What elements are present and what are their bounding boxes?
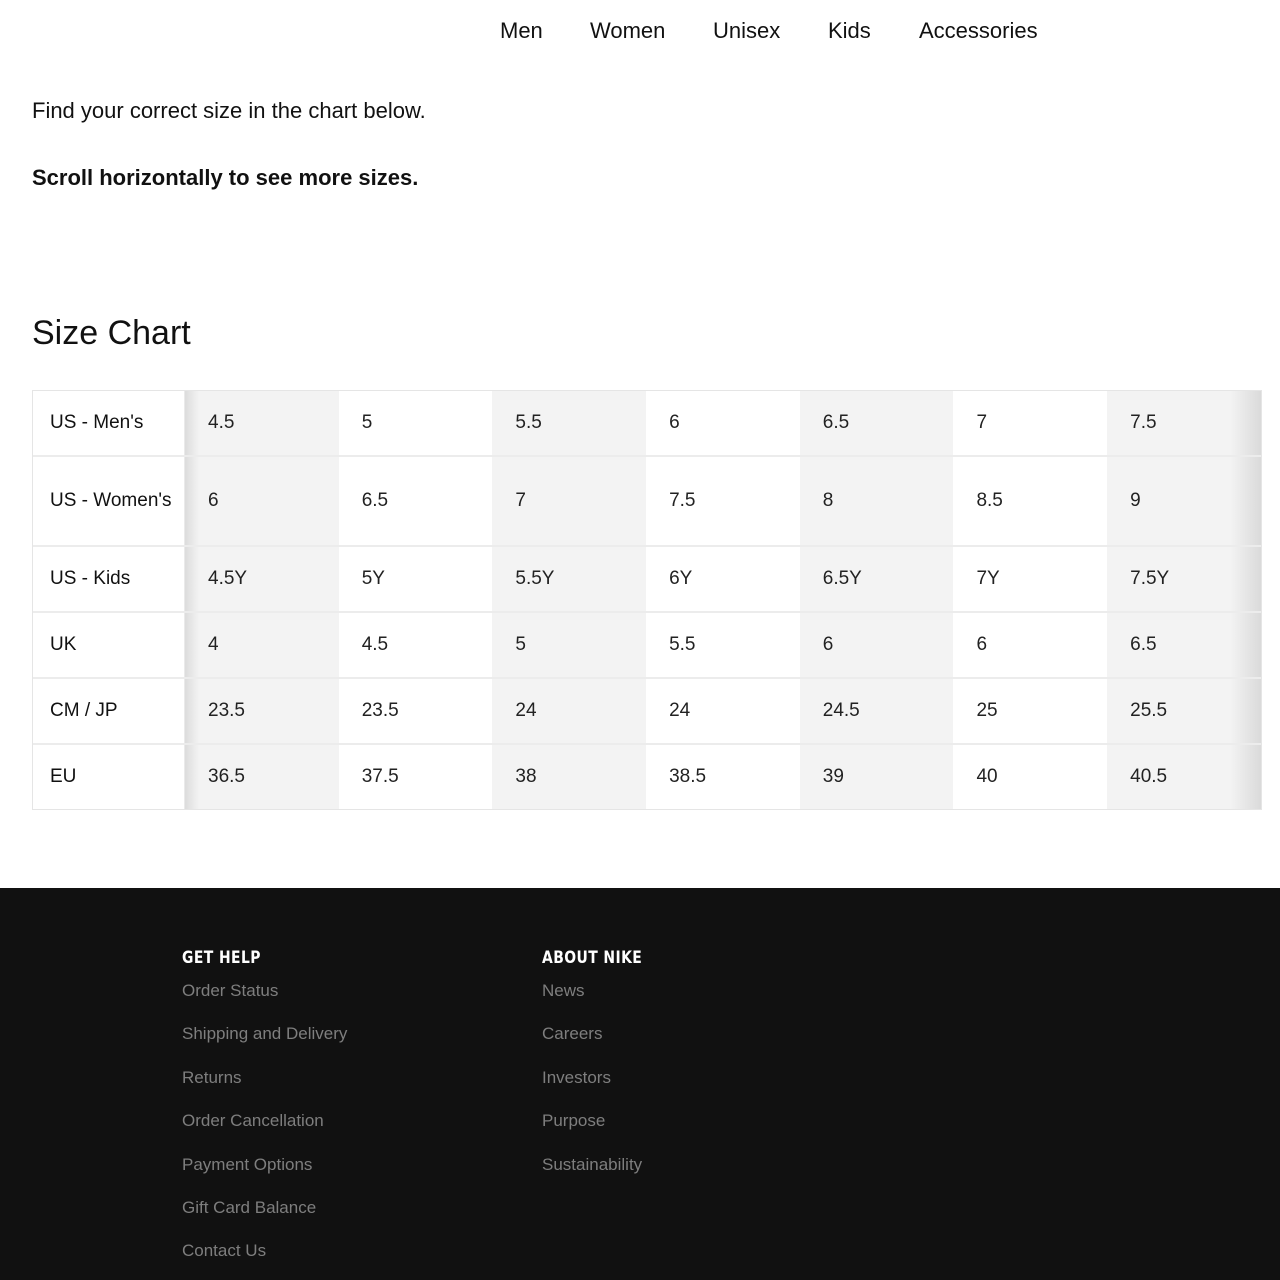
row-label: UK: [33, 613, 185, 677]
size-cell: 6.5: [361, 490, 389, 511]
row-label: US - Women's: [33, 457, 185, 545]
size-cell: 4.5Y: [185, 547, 339, 611]
size-cell: 5.5Y: [492, 547, 646, 611]
size-chart-title: Size Chart: [32, 314, 191, 352]
size-cell: 6Y: [669, 568, 693, 589]
site-footer: [0, 888, 1280, 1280]
size-cell: 23.5: [361, 700, 399, 721]
footer-col-about-nike: [542, 948, 664, 1195]
size-cell: 4: [185, 613, 339, 677]
size-cell: 5.5: [669, 634, 696, 655]
size-cell: 24: [669, 700, 691, 721]
footer-link-sustainability[interactable]: Sustainability: [542, 1154, 643, 1174]
size-cell: 37.5: [361, 766, 399, 787]
size-row-cm-jp: [33, 679, 1261, 745]
size-cell: 6: [185, 457, 339, 545]
scroll-hint: Scroll horizontally to see more sizes.: [32, 165, 419, 190]
size-cell: 5: [361, 412, 373, 433]
size-cell: 5: [492, 613, 646, 677]
footer-link-news[interactable]: News: [542, 981, 585, 1000]
row-label: US - Kids: [33, 547, 185, 611]
size-cell: 8.5: [976, 490, 1003, 511]
size-cell: 5.5: [492, 391, 646, 455]
row-label: CM / JP: [33, 679, 185, 743]
nav-accessories[interactable]: Accessories: [919, 18, 1038, 43]
footer-link-payment-options[interactable]: Payment Options: [182, 1154, 313, 1174]
size-cell: 40.5: [1107, 745, 1261, 809]
size-cell: 6.5Y: [800, 547, 954, 611]
footer-link-shipping-delivery[interactable]: Shipping and Delivery: [182, 1024, 348, 1044]
footer-link-investors[interactable]: Investors: [542, 1067, 611, 1087]
footer-link-order-status[interactable]: Order Status: [182, 981, 279, 1000]
row-label: US - Men's: [33, 391, 185, 455]
size-chart-table[interactable]: [32, 390, 1262, 810]
size-cell: 39: [800, 745, 954, 809]
nav-kids[interactable]: Kids: [828, 18, 871, 43]
size-cell: 6.5: [800, 391, 954, 455]
size-cell: 8: [800, 457, 954, 545]
intro-text: Find your correct size in the chart below.: [32, 98, 426, 123]
footer-link-careers[interactable]: Careers: [542, 1024, 603, 1044]
size-cell: 40: [976, 766, 998, 787]
size-cell: 5Y: [361, 568, 385, 589]
size-cell: 4.5: [361, 634, 389, 655]
size-cell: 7Y: [976, 568, 1000, 589]
nav-women[interactable]: Women: [590, 18, 666, 43]
footer-col-get-help: [182, 948, 347, 1280]
size-row-us-mens: [33, 391, 1261, 457]
footer-heading-about-nike: ABOUT NIKE: [542, 948, 643, 968]
footer-link-order-cancellation[interactable]: Order Cancellation: [182, 1111, 324, 1131]
footer-link-returns[interactable]: Returns: [182, 1067, 242, 1087]
size-cell: 38.5: [669, 766, 707, 787]
size-cell: 6: [976, 634, 988, 655]
size-cell: 6.5: [1107, 613, 1261, 677]
size-cell: 6: [669, 412, 680, 433]
footer-link-contact-us[interactable]: Contact Us: [182, 1241, 267, 1261]
size-cell: 9: [1107, 457, 1261, 545]
size-cell: 38: [492, 745, 646, 809]
footer-link-purpose[interactable]: Purpose: [542, 1111, 606, 1131]
footer-link-gift-card-balance[interactable]: Gift Card Balance: [182, 1197, 317, 1217]
nav-men[interactable]: Men: [500, 18, 543, 43]
size-cell: 23.5: [185, 679, 339, 743]
size-cell: 7.5: [1107, 391, 1261, 455]
size-row-us-womens: [33, 457, 1261, 547]
size-cell: 4.5: [185, 391, 339, 455]
footer-heading-get-help: GET HELP: [182, 948, 261, 968]
row-label: EU: [33, 745, 185, 809]
size-cell: 24: [492, 679, 646, 743]
top-nav: [0, 0, 1280, 64]
size-cell: 24.5: [800, 679, 954, 743]
size-cell: 7: [492, 457, 646, 545]
size-cell: 36.5: [185, 745, 339, 809]
size-cell: 7: [976, 412, 988, 433]
size-cell: 25.5: [1107, 679, 1261, 743]
size-cell: 6: [800, 613, 954, 677]
size-row-uk: [33, 613, 1261, 679]
size-row-us-kids: [33, 547, 1261, 613]
nav-unisex[interactable]: Unisex: [713, 18, 781, 43]
size-cell: 7.5: [669, 490, 696, 511]
size-cell: 25: [976, 700, 998, 721]
size-row-eu: [33, 745, 1261, 809]
size-cell: 7.5Y: [1107, 547, 1261, 611]
